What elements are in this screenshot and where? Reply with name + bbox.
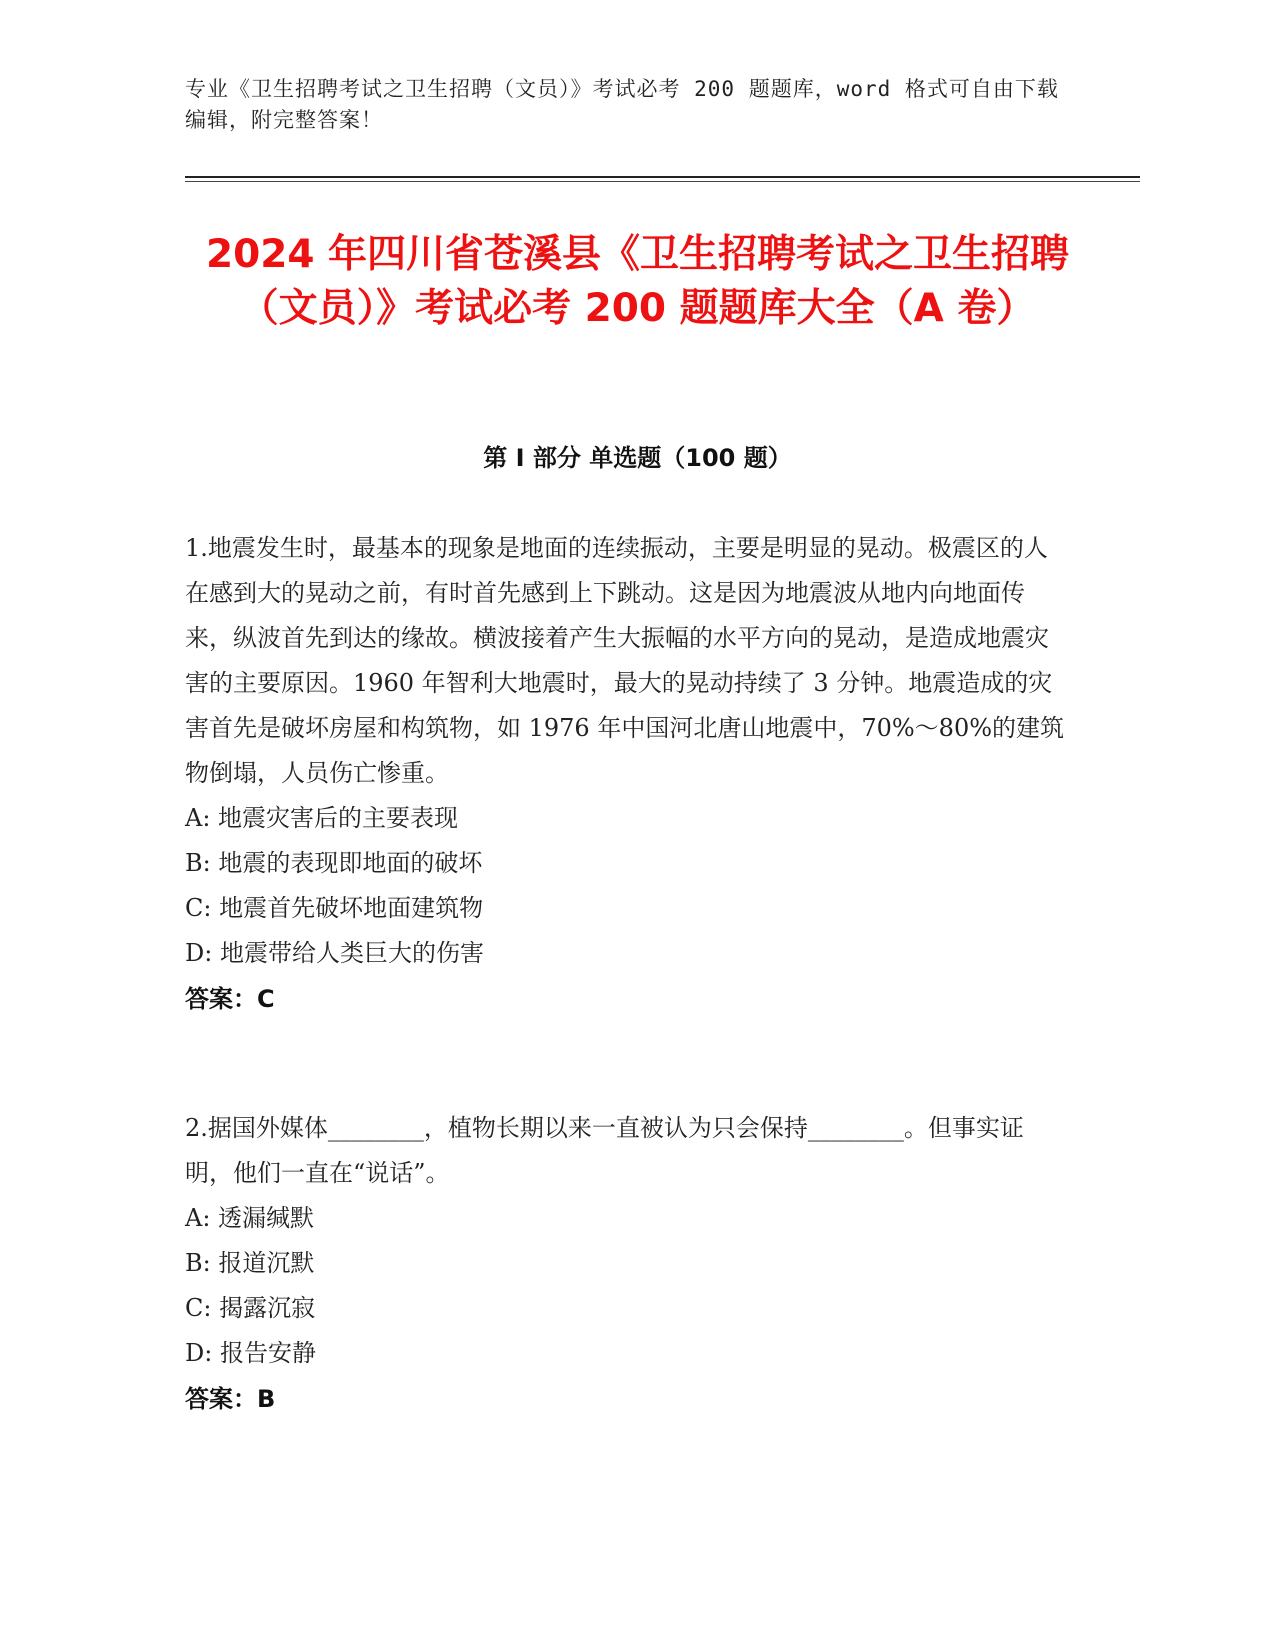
option-a: A: 透漏缄默 [185, 1204, 315, 1232]
question-stem: 2.据国外媒体________，植物长期以来一直被认为只会保持________。但事实证明，他们一直在“说话”。 [185, 1114, 1024, 1187]
question-1 [185, 526, 1065, 1022]
question-stem: 1.地震发生时，最基本的现象是地面的连续振动，主要是明显的晃动。极震区的人在感到大的晃动之前，有时首先感到上下跳动。这是因为地震波从地内向地面传来，纵波首先到达的缘故。横波接着产生大振幅的水平方向的晃动，是造成地震灾害的主要原因。1960 年智利大地震时，最大的晃动持续了 3 分钟。地震造成的灾害首先是破坏房屋和构筑物，如 1976 年中国河北唐山地震中，70%～80%的建筑物倒塌，人员伤亡惨重。 [185, 534, 1065, 787]
header-rule-thick [185, 176, 1140, 178]
document-intro: 专业《卫生招聘考试之卫生招聘（文员）》考试必考 200 题题库，word 格式可自由下载编辑，附完整答案！ [185, 77, 1059, 132]
header-rule-thin [185, 181, 1140, 182]
answer-text: 答案：B [185, 1385, 276, 1413]
option-a: A: 地震灾害后的主要表现 [185, 804, 459, 832]
option-b: B: 地震的表现即地面的破坏 [185, 849, 483, 877]
option-c: C: 地震首先破坏地面建筑物 [185, 894, 484, 922]
option-d: D: 地震带给人类巨大的伤害 [185, 939, 484, 967]
option-c: C: 揭露沉寂 [185, 1294, 316, 1322]
answer-text: 答案：C [185, 985, 275, 1013]
option-d: D: 报告安静 [185, 1339, 316, 1367]
document-title: 2024 年四川省苍溪县《卫生招聘考试之卫生招聘（文员）》考试必考 200 题题库大全（A 卷） [205, 232, 1070, 331]
option-b: B: 报道沉默 [185, 1249, 315, 1277]
section-heading: 第 I 部分 单选题（100 题） [483, 444, 792, 472]
question-2 [185, 1106, 1065, 1422]
